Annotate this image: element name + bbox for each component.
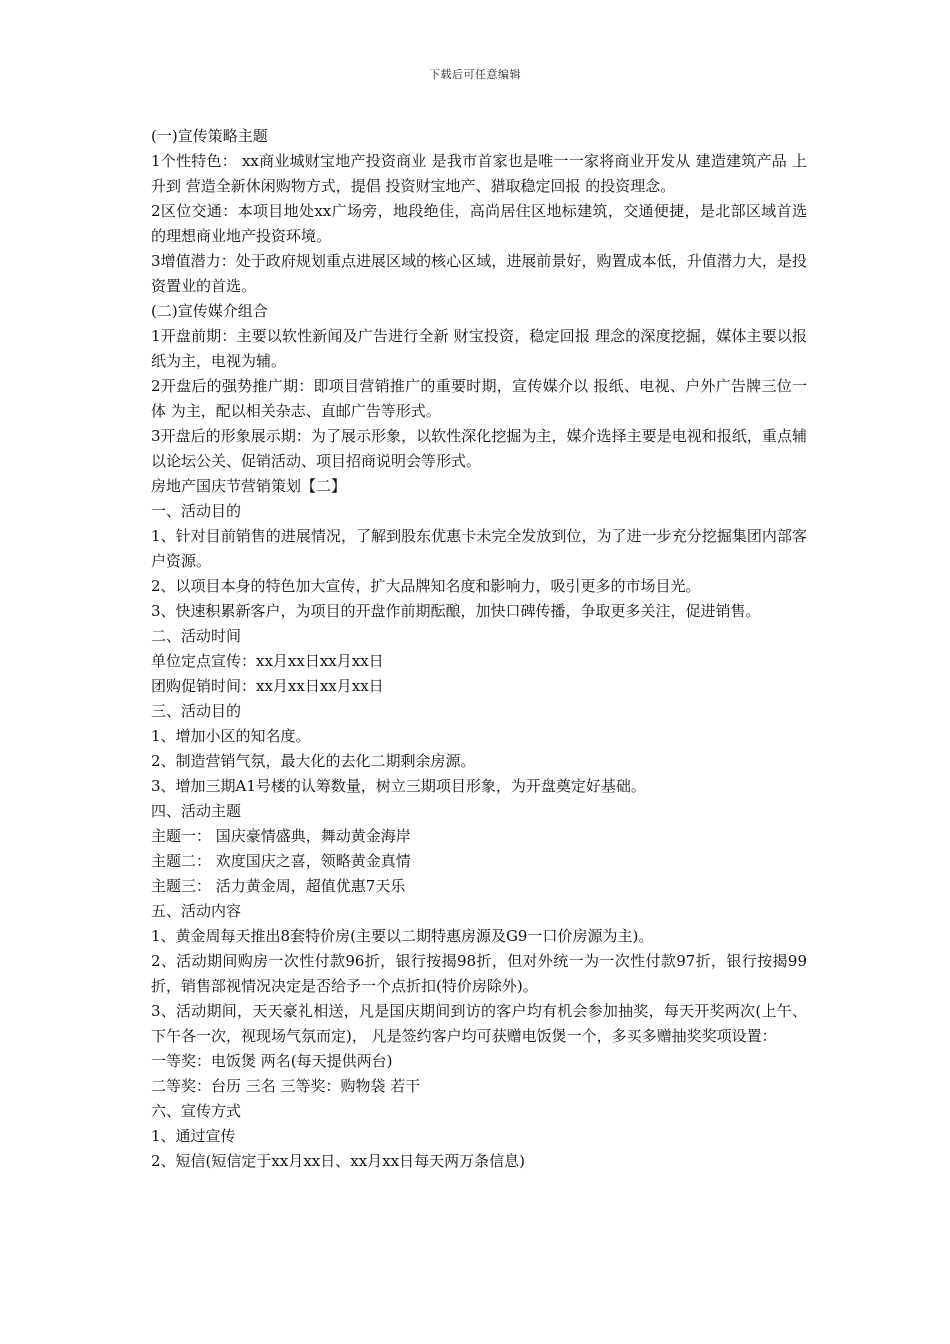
section-heading: (一)宣传策略主题 — [151, 127, 268, 145]
section-heading: 二、活动时间 — [151, 627, 242, 645]
paragraph: 1个性特色： xx商业城财宝地产投资商业 是我市首家也是唯一一家将商业开发从 建造建筑产品 上升到 营造全新休闲购物方式，提倡 投资财宝地产、猎取稳定回报 的投资理念。 — [151, 152, 807, 195]
paragraph: 2、短信(短信定于xx月xx日、xx月xx日每天两万条信息) — [151, 1152, 525, 1170]
paragraph: 1、增加小区的知名度。 — [151, 727, 311, 745]
paragraph: 团购促销时间：xx月xx日xx月xx日 — [151, 677, 384, 695]
paragraph: 1、黄金周每天推出8套特价房(主要以二期特惠房源及G9一口价房源为主)。 — [151, 927, 654, 945]
section-heading: 三、活动目的 — [151, 702, 242, 720]
paragraph: 3增值潜力：处于政府规划重点进展区域的核心区域，进展前景好，购置成本低，升值潜力大，是投资置业的首选。 — [151, 252, 807, 295]
paragraph: 2、以项目本身的特色加大宣传，扩大品牌知名度和影响力，吸引更多的市场目光。 — [151, 577, 701, 595]
paragraph: 3、快速积累新客户，为项目的开盘作前期酝酿，加快口碑传播，争取更多关注，促进销售。 — [151, 602, 761, 620]
paragraph: 3、活动期间，天天豪礼相送，凡是国庆期间到访的客户均有机会参加抽奖，每天开奖两次(上午、下午各一次，视现场气氛而定)， 凡是签约客户均可获赠电饭煲一个，多买多赠抽奖奖项设置： — [151, 1002, 807, 1045]
paragraph: 2开盘后的强势推广期：即项目营销推广的重要时期，宣传媒介以 报纸、电视、户外广告牌三位一体 为主，配以相关杂志、直邮广告等形式。 — [151, 377, 807, 420]
paragraph: 3开盘后的形象展示期：为了展示形象，以软性深化挖掘为主，媒介选择主要是电视和报纸，重点辅以论坛公关、促销活动、项目招商说明会等形式。 — [151, 427, 807, 470]
section-heading: 四、活动主题 — [151, 802, 242, 820]
document-body — [145, 124, 807, 1174]
paragraph: 3、增加三期A1号楼的认筹数量，树立三期项目形象，为开盘奠定好基础。 — [151, 777, 646, 795]
paragraph: 主题一： 国庆豪情盛典，舞动黄金海岸 — [151, 827, 411, 845]
paragraph: 2、制造营销气氛，最大化的去化二期剩余房源。 — [151, 752, 476, 770]
section-heading: 六、宣传方式 — [151, 1102, 242, 1120]
paragraph: 1、针对目前销售的进展情况，了解到股东优惠卡未完全发放到位，为了进一步充分挖掘集团内部客户资源。 — [151, 527, 807, 570]
section-heading: (二)宣传媒介组合 — [151, 302, 268, 320]
paragraph: 主题二： 欢度国庆之喜，领略黄金真情 — [151, 852, 411, 870]
paragraph: 1开盘前期：主要以软性新闻及广告进行全新 财宝投资，稳定回报 理念的深度挖掘，媒体主要以报纸为主，电视为辅。 — [151, 327, 807, 370]
paragraph: 主题三： 活力黄金周，超值优惠7天乐 — [151, 877, 406, 895]
section-heading: 五、活动内容 — [151, 902, 242, 920]
document-subtitle: 房地产国庆节营销策划【二】 — [151, 477, 347, 495]
paragraph: 2、活动期间购房一次性付款96折，银行按揭98折，但对外统一为一次性付款97折，银行按揭99折，销售部视情况决定是否给予一个点折扣(特价房除外)。 — [151, 952, 807, 995]
page-header: 下载后可任意编辑 — [429, 68, 521, 81]
paragraph: 1、通过宣传 — [151, 1127, 236, 1145]
paragraph: 2区位交通：本项目地处xx广场旁，地段绝佳，高尚居住区地标建筑，交通便捷，是北部区域首选的理想商业地产投资环境。 — [151, 202, 807, 245]
paragraph: 单位定点宣传：xx月xx日xx月xx日 — [151, 652, 384, 670]
section-heading: 一、活动目的 — [151, 502, 242, 520]
paragraph: 二等奖：台历 三名 三等奖：购物袋 若干 — [151, 1077, 421, 1095]
paragraph: 一等奖：电饭煲 两名(每天提供两台) — [151, 1052, 393, 1070]
